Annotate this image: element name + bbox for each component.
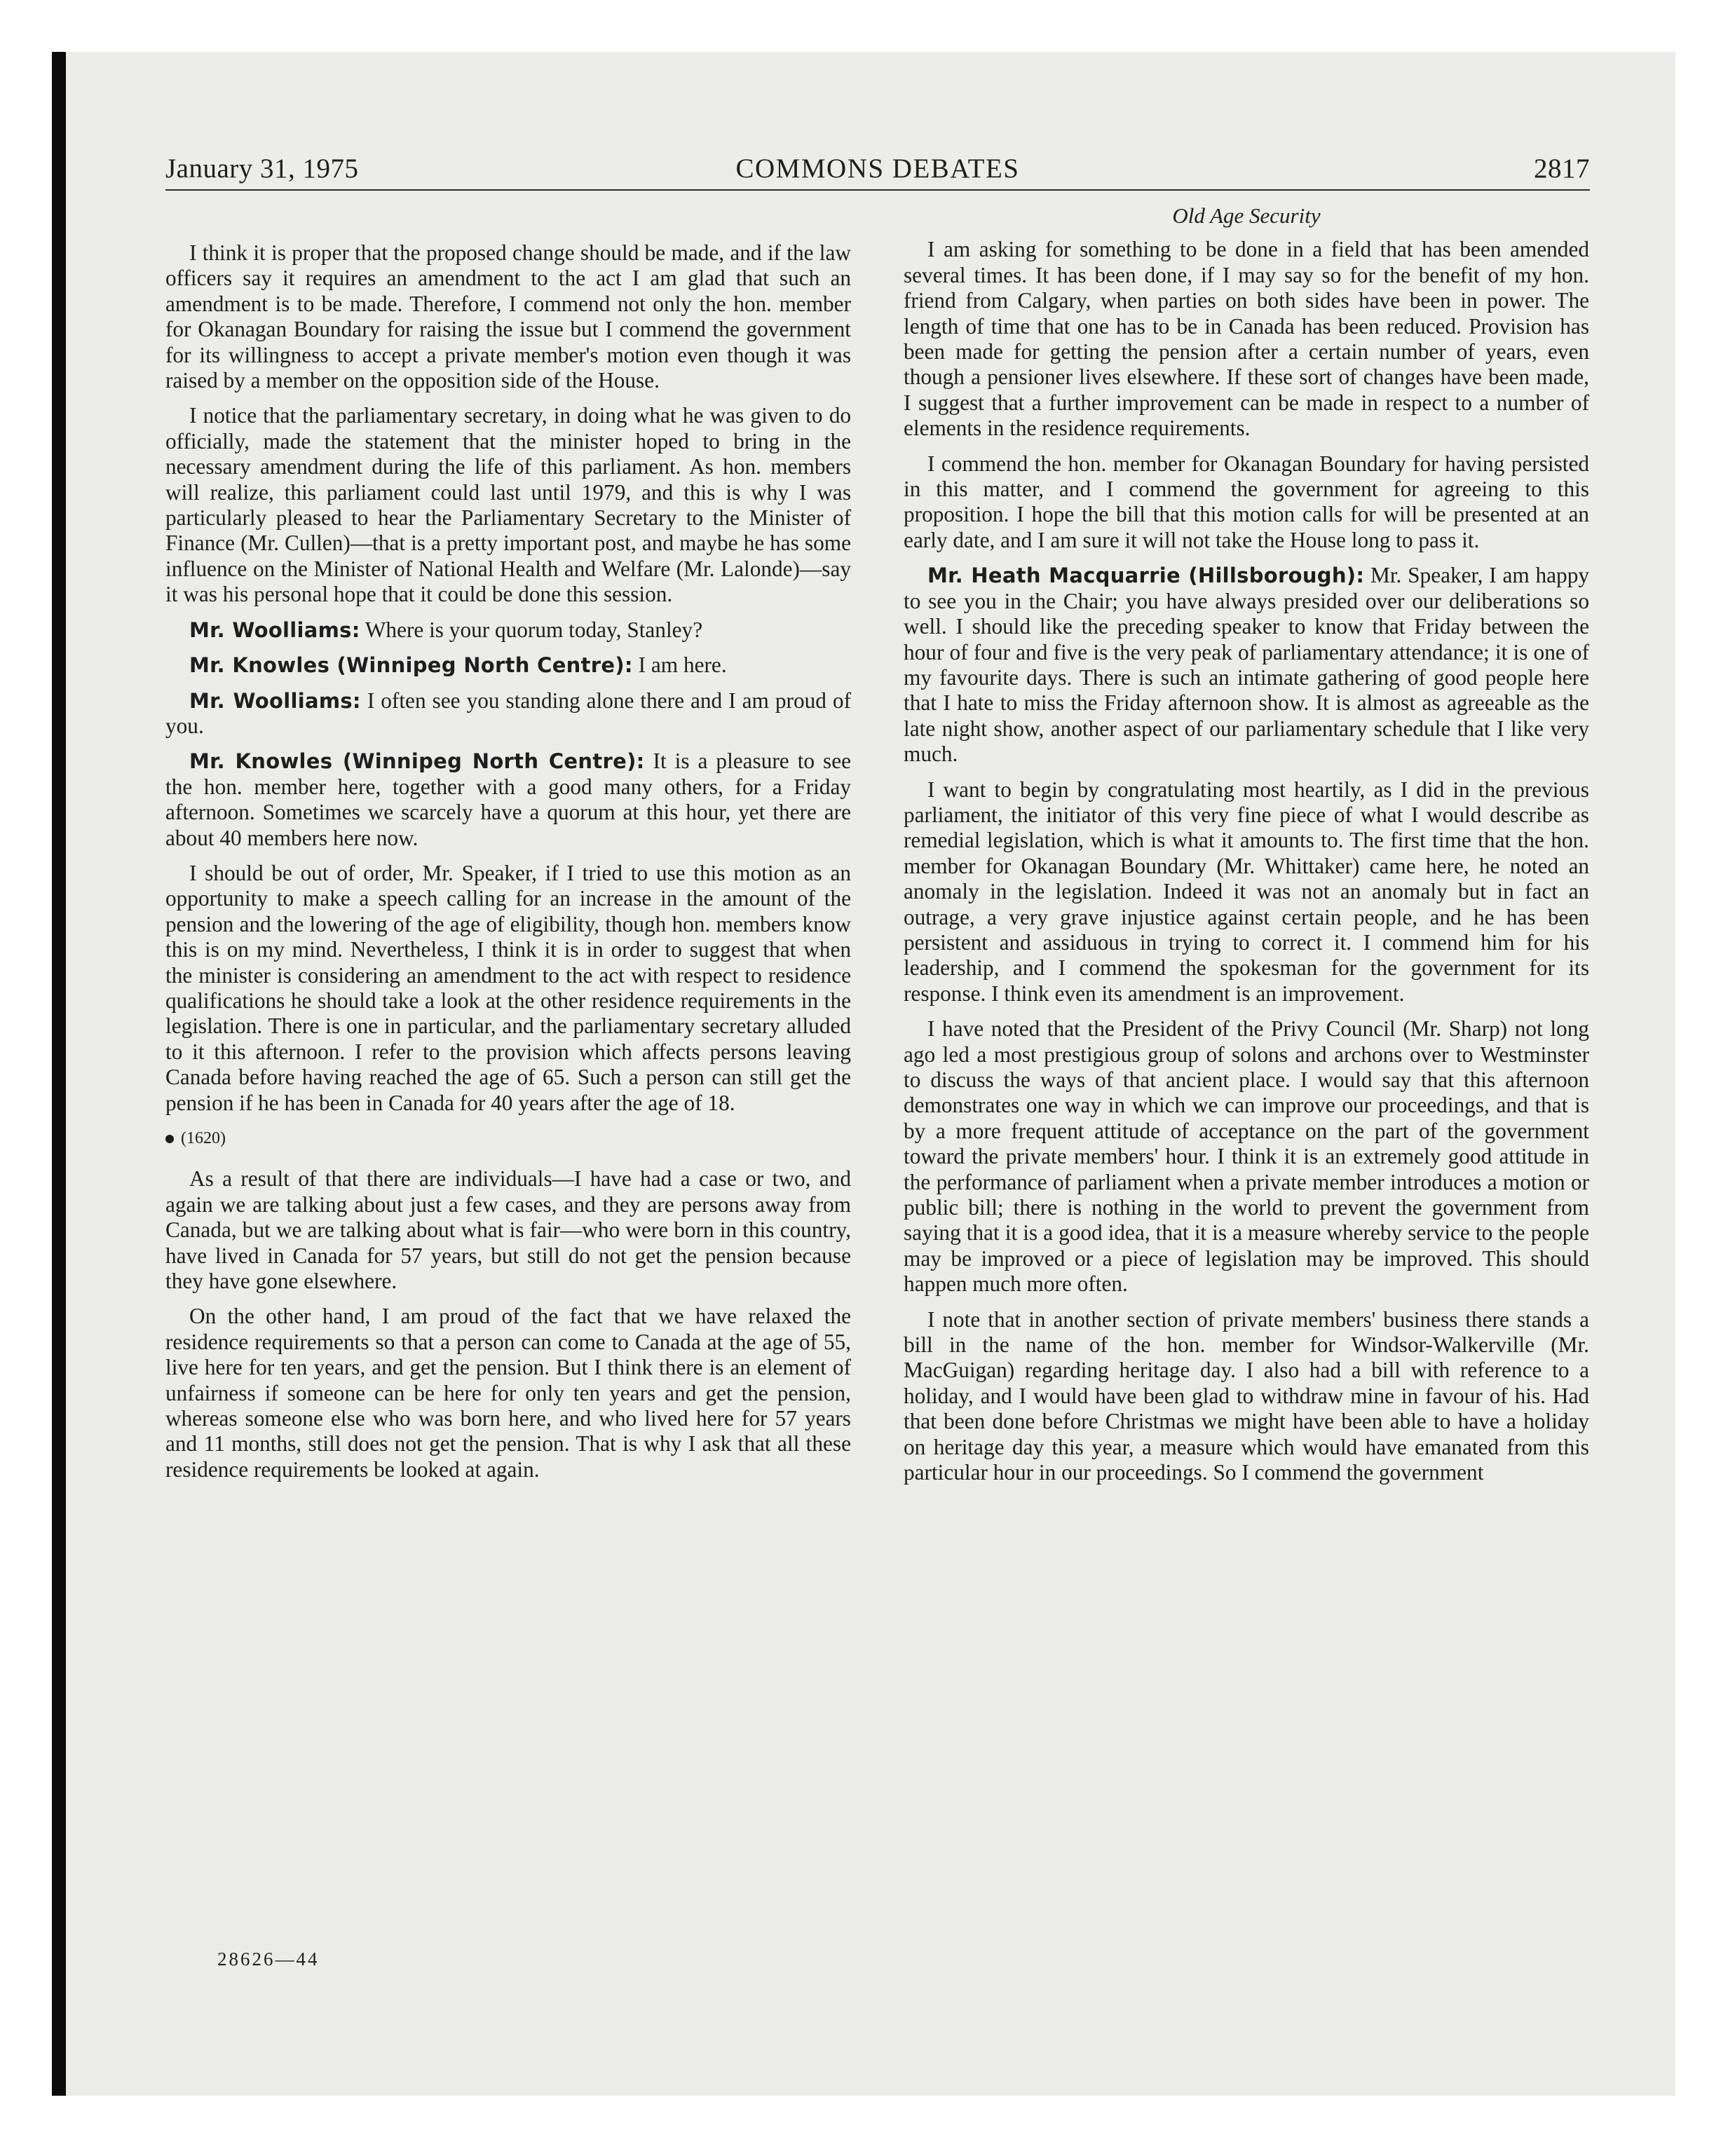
paragraph: As a result of that there are individuals—I have had a case or two, and again we are talking about just a few cases, and they are persons away from Canada, but we are talking about what is fair—who were born in this country, have lived in Canada for 57 years, but still do not get the pension because they have gone elsewhere. xyxy=(165,1166,851,1294)
speaker-name: Mr. Heath Macquarrie (Hillsborough): xyxy=(927,564,1365,588)
page-header xyxy=(165,149,1590,191)
footer-code: 28626—44 xyxy=(217,1949,320,1970)
speech-text: I am here. xyxy=(638,653,727,678)
speech-text: Mr. Speaker, I am happy to see you in the Chair; you have always presided over our deliberations so well. I should like the preceding speaker to know that Friday between the hour of four and five is the very peak of parliamentary attendance; it is one of my favourite days. There is such an intimate gathering of good people here that I hate to miss the Friday afternoon show. It is almost as agreeable as the late night show, another aspect of our parliamentary schedule that I like very much. xyxy=(904,563,1589,767)
speech-text: I often see you standing alone there and I am proud of you. xyxy=(165,688,852,738)
speech xyxy=(165,618,851,643)
bullet-icon xyxy=(165,1135,174,1143)
paragraph: I have noted that the President of the Privy Council (Mr. Sharp) not long ago led a most prestigious group of solons and archons over to Westminster to discuss the ways of that ancient place. I would say that this afternoon demonstrates one way in which we can improve our proceedings, and that is by a more frequent attitude of acceptance on the part of the government toward the private members' hour. I think it is an extremely good attitude in the performance of parliament when a private member introduces a motion or public bill; there is nothing in the world to prevent the government from saying that it is a good idea, that it is a measure whereby service to the people may be improved or a piece of legislation may be improved. This should happen much more often. xyxy=(904,1016,1589,1297)
paragraph: On the other hand, I am proud of the fact that we have relaxed the residence requirements so that a person can come to Canada at the age of 55, live here for ten years, and get the pension. But I think there is an element of unfairness if someone can be here for only ten years and get the pension, whereas someone else who was born here, and who lived here for 57 years and 11 months, still does not get the pension. That is why I ask that all these residence requirements be looked at again. xyxy=(165,1304,851,1482)
speech xyxy=(904,563,1589,767)
speech xyxy=(165,749,851,851)
paragraph: I commend the hon. member for Okanagan Boundary for having persisted in this matter, and I commend the government for agreeing to this proposition. I hope the bill that this motion calls for will be presented at an early date, and I am sure it will not take the House long to pass it. xyxy=(904,451,1589,552)
header-date: January 31, 1975 xyxy=(165,153,359,184)
time-marker xyxy=(165,1126,851,1151)
speech-text: It is a pleasure to see the hon. member here, together with a good many others, for a Friday afternoon. Sometimes we scarcely have a quorum at this hour, yet there are about 40 members here now. xyxy=(165,749,852,850)
speech xyxy=(165,688,851,739)
paragraph: I notice that the parliamentary secretary, in doing what he was given to do officially, made the statement that the minister hoped to bring in the necessary amendment during the life of this parliament. As hon. members will realize, this parliament could last until 1979, and this is why I was particularly pleased to hear the Parliamentary Secretary to the Minister of Finance (Mr. Cullen)—that is a pretty important post, and maybe he has some influence on the Minister of National Health and Welfare (Mr. Lalonde)—say it was his personal hope that it could be done this session. xyxy=(165,403,851,607)
speaker-name: Mr. Woolliams: xyxy=(189,618,360,642)
speech xyxy=(165,653,851,678)
right-column xyxy=(904,203,1589,1496)
left-column xyxy=(165,240,851,1492)
speaker-name: Mr. Knowles (Winnipeg North Centre): xyxy=(189,653,633,678)
running-head: Old Age Security xyxy=(1172,203,1321,228)
paragraph: I want to begin by congratulating most heartily, as I did in the previous parliament, the initiator of this very fine piece of what I would describe as remedial legislation, which is what it amounts to. The first time that the hon. member for Okanagan Boundary (Mr. Whittaker) came here, he noted an anomaly in the legislation. Indeed it was not an anomaly but in fact an outrage, a very grave injustice against certain people, and he has been persistent and assiduous in trying to correct it. I commend him for his leadership, and I commend the spokesman for the government for its response. I think even its amendment is an improvement. xyxy=(904,777,1589,1006)
paragraph: I am asking for something to be done in a field that has been amended several times. It has been done, if I may say so for the benefit of my hon. friend from Calgary, when parties on both sides have been in power. The length of time that one has to be in Canada has been reduced. Provision has been made for getting the pension after a certain number of years, even though a pensioner lives elsewhere. If these sort of changes have been made, I suggest that a further improvement can be made in respect to a number of elements in the residence requirements. xyxy=(904,237,1589,441)
page-number: 2817 xyxy=(1534,153,1590,184)
time-marker-text: (1620) xyxy=(181,1129,226,1147)
speaker-name: Mr. Woolliams: xyxy=(189,688,361,713)
paragraph: I note that in another section of private members' business there stands a bill in the name of the hon. member for Windsor-Walkerville (Mr. MacGuigan) regarding heritage day. I also had a bill with reference to a holiday, and I would have been glad to withdraw mine in favour of his. Had that been done before Christmas we might have been able to have a holiday on heritage day this year, a measure which would have emanated from this particular hour in our proceedings. So I commend the government xyxy=(904,1306,1589,1485)
paragraph: I think it is proper that the proposed change should be made, and if the law officers say it requires an amendment to the act I am glad that such an amendment is to be made. Therefore, I commend not only the hon. member for Okanagan Boundary for raising the issue but I commend the government for its willingness to accept a private member's motion even though it was raised by a member on the opposition side of the House. xyxy=(165,240,851,393)
speech-text: Where is your quorum today, Stanley? xyxy=(365,617,703,642)
paragraph: I should be out of order, Mr. Speaker, if I tried to use this motion as an opportunity to make a speech calling for an increase in the amount of the pension and the lowering of the age of eligibility, though hon. members know this is on my mind. Nevertheless, I think it is in order to suggest that when the minister is considering an amendment to the act with respect to residence qualifications he should take a look at the other residence requirements in the legislation. There is one in particular, and the parliamentary secretary alluded to it this afternoon. I refer to the provision which affects persons leaving Canada before having reached the age of 65. Such a person can still get the pension if he has been in Canada for 40 years after the age of 18. xyxy=(165,860,851,1115)
header-title: COMMONS DEBATES xyxy=(735,153,1020,184)
scan-edge-shadow xyxy=(52,52,66,2096)
speaker-name: Mr. Knowles (Winnipeg North Centre): xyxy=(189,749,645,774)
